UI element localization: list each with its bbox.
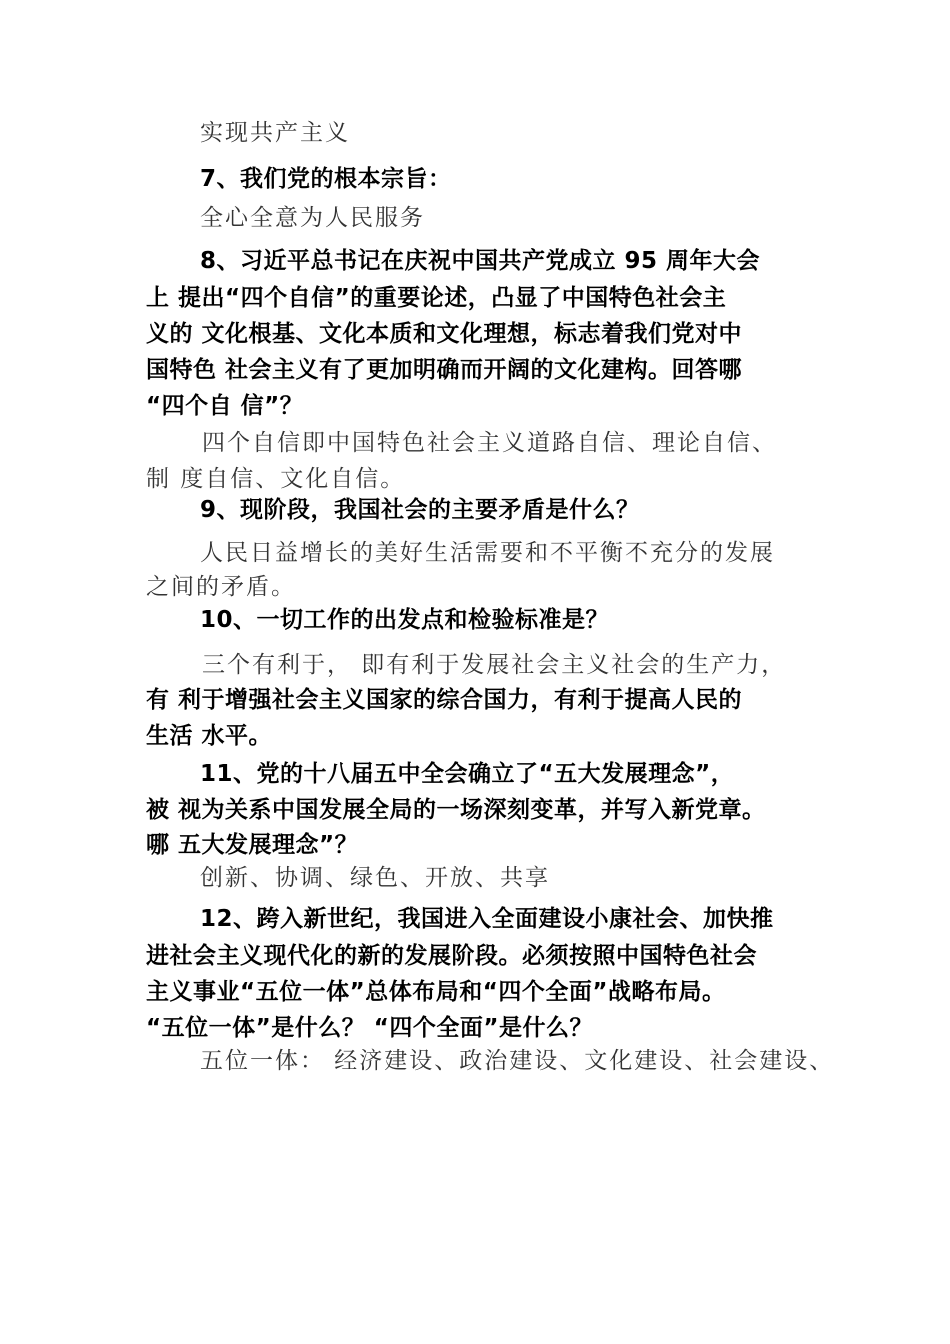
answer-line: 生活 水平。 [146, 723, 273, 749]
question-line: 被 视为关系中国发展全局的一场深刻变革，并写入新党章。 [146, 797, 766, 823]
question-line: 上 提出“四个自信”的重要论述，凸显了中国特色社会主 [146, 285, 727, 311]
answer-line: 全心全意为人民服务 [200, 205, 425, 231]
answer-line: 创新、协调、绿色、开放、共享 [200, 865, 550, 891]
answer-line: 人民日益增长的美好生活需要和不平衡不充分的发展 [200, 540, 775, 566]
question-line: 8、习近平总书记在庆祝中国共产党成立 95 周年大会 [200, 248, 761, 274]
question-line: 进社会主义现代化的新的发展阶段。必须按照中国特色社会 [146, 943, 757, 969]
question-line: 国特色 社会主义有了更加明确而开阔的文化建构。回答哪 [146, 357, 743, 383]
question-line: 9、现阶段，我国社会的主要矛盾是什么？ [200, 497, 640, 523]
question-line: 主义事业“五位一体”总体布局和“四个全面”战略布局。 [146, 979, 726, 1005]
question-line: “四个自 信”？ [146, 393, 304, 419]
question-line: 7、我们党的根本宗旨： [200, 166, 452, 192]
answer-line: 四个自信即中国特色社会主义道路自信、理论自信、 [202, 430, 777, 456]
answer-line: 五位一体： 经济建设、政治建设、文化建设、社会建设、 [200, 1048, 835, 1074]
question-line: “五位一体”是什么？ “四个全面”是什么？ [146, 1015, 593, 1041]
question-line: 哪 五大发展理念”？ [146, 832, 359, 858]
question-line: 12、跨入新世纪，我国进入全面建设小康社会、加快推 [200, 906, 774, 932]
answer-line: 之间的矛盾。 [146, 574, 296, 600]
question-line: 义的 文化根基、文化本质和文化理想，标志着我们党对中 [146, 321, 743, 347]
answer-line: 实现共产主义 [200, 120, 350, 146]
answer-line: 三个有利于， 即有利于发展社会主义社会的生产力， [202, 652, 787, 678]
answer-line: 有 利于增强社会主义国家的综合国力，有利于提高人民的 [146, 687, 743, 713]
answer-line: 制 度自信、文化自信。 [146, 466, 406, 492]
question-line: 11、党的十八届五中全会确立了“五大发展理念”， [200, 761, 735, 787]
question-line: 10、一切工作的出发点和检验标准是？ [200, 607, 610, 633]
